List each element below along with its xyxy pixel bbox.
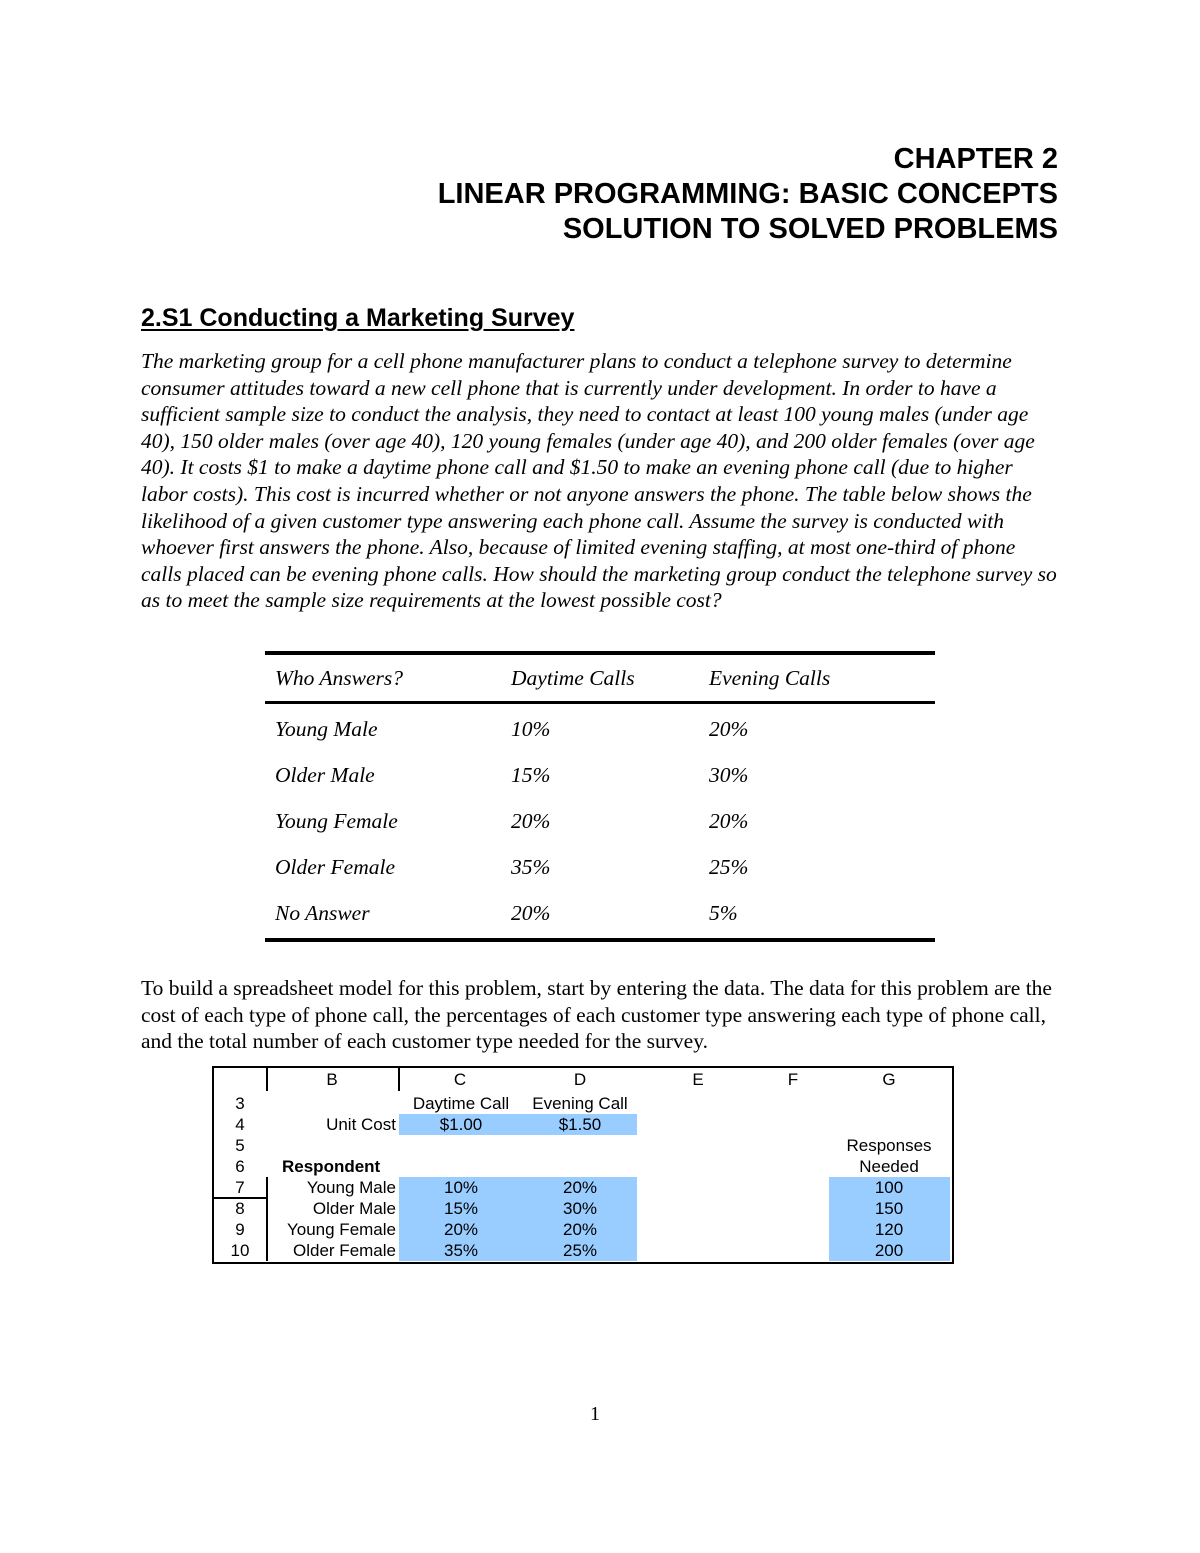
- daytime-probability-cell: 10%: [443, 1178, 479, 1197]
- chapter-subtitle: SOLUTION TO SOLVED PROBLEMS: [562, 213, 1058, 245]
- table-cell: 20%: [511, 900, 551, 925]
- table-row: [265, 706, 935, 752]
- row-number: 3: [235, 1094, 245, 1113]
- needed-header: Needed: [859, 1157, 919, 1176]
- evening-probability-cell: 30%: [562, 1199, 598, 1218]
- daytime-call-header: Daytime Call: [412, 1094, 510, 1113]
- respondent-label: Older Female: [293, 1241, 396, 1260]
- evening-cost-cell: $1.50: [558, 1115, 602, 1134]
- evening-probability-cell: 25%: [562, 1241, 598, 1260]
- responses-needed-cell: 150: [874, 1199, 904, 1218]
- respondent-label: Young Female: [286, 1220, 396, 1239]
- table-row: [265, 890, 935, 936]
- row-number: 7: [235, 1178, 245, 1197]
- table-row: [265, 844, 935, 890]
- section-title: 2.S1 Conducting a Marketing Survey: [141, 304, 575, 332]
- table-cell: 30%: [709, 762, 749, 787]
- evening-probability-cell: 20%: [562, 1178, 598, 1197]
- answer-probability-table: [265, 651, 935, 942]
- daytime-probability-cell: 20%: [443, 1220, 479, 1239]
- column-letter: D: [573, 1070, 587, 1089]
- problem-statement: The marketing group for a cell phone manufacturer plans to conduct a telephone survey to determine consumer attitudes toward a new cell phone that is currently under development. In order to have a sufficient sample size to conduct the analysis, they need to contact at least 100 young males (under age 40), 150 older males (over age 40), 120 young females (under age 40), and 200 older females (over age 40). It costs $1 to make a daytime phone call and $1.50 to make an evening phone call (due to higher labor costs). This cost is incurred whether or not anyone answers the phone. The table below shows the likelihood of a given customer type answering each phone call. Assume the survey is conducted with whoever first answers the phone. Also, because of limited evening staffing, at most one-third of phone calls placed can be evening phone calls. How should the marketing group conduct the telephone survey so as to meet the sample size requirements at the lowest possible cost?: [141, 349, 1057, 613]
- respondent-label: Older Male: [312, 1199, 396, 1218]
- column-header: Who Answers?: [275, 665, 404, 690]
- table-cell: 20%: [709, 716, 749, 741]
- chapter-title: LINEAR PROGRAMMING: BASIC CONCEPTS: [437, 178, 1058, 210]
- responses-needed-cell: 120: [874, 1220, 904, 1239]
- row-number: 4: [235, 1115, 245, 1134]
- table-cell: 10%: [511, 716, 551, 741]
- intro-paragraph: To build a spreadsheet model for this problem, start by entering the data. The data for this problem are the cost of each type of phone call, the percentages of each customer type answering each type of phone call, and the total number of each customer type needed for the survey.: [141, 976, 1052, 1054]
- daytime-probability-cell: 35%: [443, 1241, 479, 1260]
- table-row: [265, 798, 935, 844]
- row-number: 6: [235, 1157, 245, 1176]
- responses-needed-cell: 200: [874, 1241, 904, 1260]
- column-header: Evening Calls: [709, 665, 831, 690]
- row-number: 9: [235, 1220, 245, 1239]
- table-cell: Older Male: [275, 762, 375, 787]
- respondent-label: Young Male: [306, 1178, 396, 1197]
- column-letter: F: [787, 1070, 799, 1089]
- column-letter: E: [692, 1070, 704, 1089]
- table-cell: 20%: [709, 808, 749, 833]
- table-cell: No Answer: [275, 900, 370, 925]
- table-cell: Young Female: [275, 808, 398, 833]
- row-number: 5: [235, 1136, 245, 1155]
- table-row: [265, 752, 935, 798]
- column-letter: B: [326, 1070, 338, 1089]
- daytime-cost-cell: $1.00: [439, 1115, 483, 1134]
- table-cell: Older Female: [275, 854, 396, 879]
- responses-needed-cell: 100: [874, 1178, 904, 1197]
- chapter-header: [438, 142, 1058, 247]
- unit-cost-label: Unit Cost: [326, 1115, 396, 1134]
- row-number: 8: [235, 1199, 245, 1218]
- responses-header: Responses: [846, 1136, 932, 1155]
- table-cell: 25%: [709, 854, 749, 879]
- table-cell: 15%: [511, 762, 551, 787]
- column-header: Daytime Calls: [511, 665, 635, 690]
- table-cell: Young Male: [275, 716, 378, 741]
- evening-probability-cell: 20%: [562, 1220, 598, 1239]
- column-letter: C: [453, 1070, 467, 1089]
- table-header-row: [265, 655, 935, 704]
- row-number: 10: [230, 1241, 250, 1260]
- daytime-probability-cell: 15%: [443, 1199, 479, 1218]
- chapter-number: CHAPTER 2: [893, 143, 1058, 175]
- table-cell: 20%: [511, 808, 551, 833]
- table-cell: 5%: [709, 900, 738, 925]
- column-letter: G: [882, 1070, 896, 1089]
- spreadsheet-model: [212, 1066, 954, 1264]
- evening-call-header: Evening Call: [532, 1094, 628, 1113]
- page-number: 1: [590, 1403, 600, 1425]
- table-cell: 35%: [511, 854, 551, 879]
- respondent-header: Respondent: [282, 1157, 381, 1176]
